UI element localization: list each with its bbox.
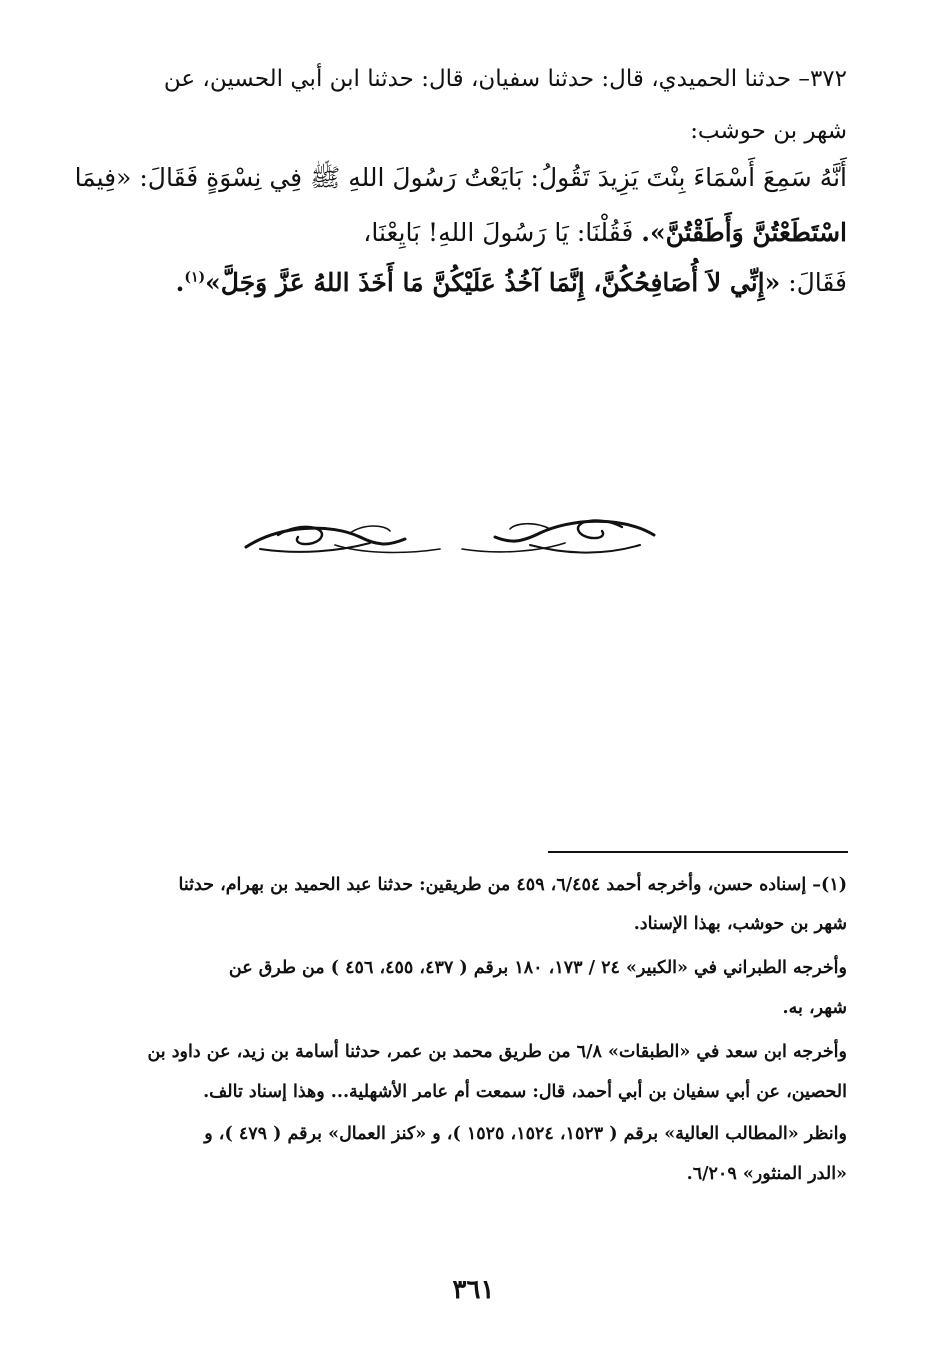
- footnote-line-7: وانظر «المطالب العالية» برقم ( ١٥٢٣، ١٥٢٤، ١٥٢٥ )، و «كنز العمال» برقم ( ٤٧٩ )، و: [204, 1124, 847, 1144]
- hadith-matn-line-3: [176, 268, 847, 297]
- hadith-matn-line-3-end: .: [175, 268, 185, 297]
- page-number: ٣٦١: [452, 1275, 495, 1305]
- hadith-matn-line-3-pre: فَقَالَ:: [780, 268, 847, 297]
- footnote-reference: (١): [184, 269, 206, 286]
- hadith-matn-line-2: [363, 218, 847, 247]
- footnote-line-6: الحصين، عن أبي سفيان بن أبي أحمد، قال: سمعت أم عامر الأشهلية... وهذا إسناد تالف.: [203, 1082, 847, 1102]
- footnote-line-3: وأخرجه الطبراني في «الكبير» ٢٤ / ١٧٣، ١٨٠ برقم ( ٤٣٧، ٤٥٥، ٤٥٦ ) من طرق عن: [228, 958, 847, 978]
- hadith-matn-line-1: أَنَّهُ سَمِعَ أَسْمَاءَ بِنْتَ يَزِيدَ تَقُولُ: بَايَعْتُ رَسُولَ اللهِ ﷺ فِي نِسْوَةٍ فَقَالَ: «فِيمَا: [74, 163, 847, 192]
- decorative-flourish-divider-icon: [240, 515, 660, 559]
- hadith-matn-quote-1: اسْتَطَعْتُنَّ وَأَطَقْتُنَّ».: [641, 218, 847, 247]
- footnote-line-4: شهر، به.: [782, 998, 847, 1018]
- hadith-isnad-line-1: ٣٧٢– حدثنا الحميدي، قال: حدثنا سفيان، قال: حدثنا ابن أبي الحسين، عن: [163, 66, 847, 92]
- footnote-line-5: وأخرجه ابن سعد في «الطبقات» ٦/٨ من طريق محمد بن عمر، حدثنا أسامة بن زيد، عن داود بن: [147, 1042, 847, 1062]
- hadith-matn-line-2-rest: فَقُلْنَا: يَا رَسُولَ اللهِ! بَايِعْنَا،: [363, 218, 642, 247]
- hadith-matn-quote-2: «إِنِّي لاَ أُصَافِحُكُنَّ، إِنَّمَا آخُذُ عَلَيْكُنَّ مَا أَخَذَ اللهُ عَزَّ وَجَلَّ»: [205, 268, 781, 297]
- footnote-line-8: «الدر المنثور» ٦/٢٠٩.: [686, 1164, 847, 1184]
- footnote-separator: [548, 851, 848, 853]
- hadith-isnad-line-2: شهر بن حوشب:: [690, 118, 847, 144]
- footnote-line-1: (١)– إسناده حسن، وأخرجه أحمد ٦/٤٥٤، ٤٥٩ من طريقين: حدثنا عبد الحميد بن بهرام، حدثنا: [178, 875, 847, 895]
- footnote-line-2: شهر بن حوشب، بهذا الإسناد.: [633, 914, 847, 934]
